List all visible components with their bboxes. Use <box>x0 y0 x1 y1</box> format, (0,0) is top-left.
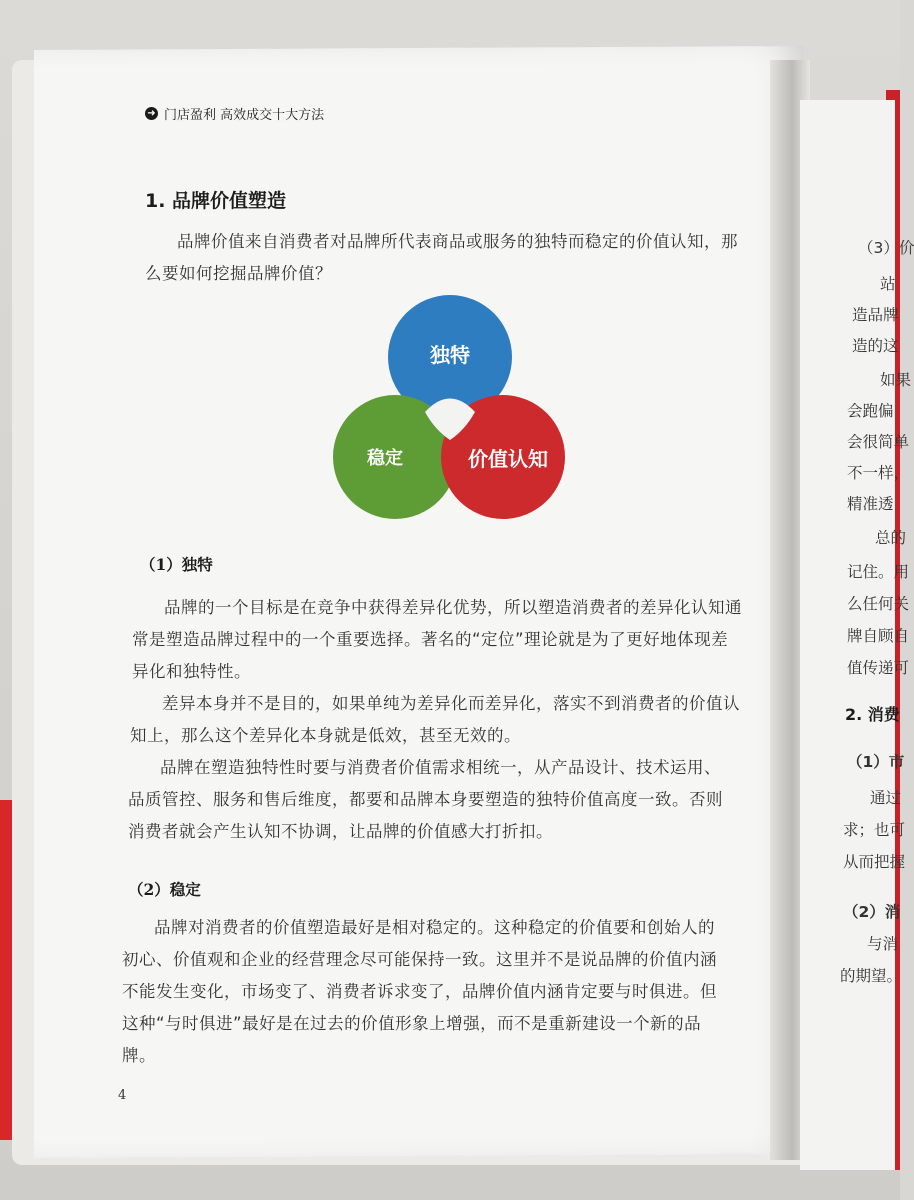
right-line: 造品牌 <box>852 306 899 324</box>
right-line: 从而把握 <box>843 853 906 871</box>
right-line: 如果 <box>880 371 912 389</box>
right-line: 精准透 <box>847 495 894 513</box>
right-line: 总的 <box>875 529 907 547</box>
right-line: 的期望。 <box>840 967 903 985</box>
right-line: 值传递可 <box>847 659 910 677</box>
subsection-title-unique: （1）独特 <box>140 555 213 574</box>
paragraph: 品牌对消费者的价值塑造最好是相对稳定的。这种稳定的价值要和创始人的初心、价值观和企业的经营理念尽可能保持一致。这里并不是说品牌的价值内涵不能发生变化，市场变了、消费者诉求变了，品牌价值内涵肯定要与时俱进。但这种“与时俱进”最好是在过去的价值形象上增强，而不是重新建设一个新的品牌。 <box>122 918 717 1065</box>
right-line: 不一样， <box>847 464 910 482</box>
right-line: 牌自顾自 <box>847 627 910 645</box>
right-line: （3）价 <box>858 239 914 257</box>
arrow-right-icon: ➜ <box>145 107 158 120</box>
running-header <box>145 104 324 123</box>
header-text: 门店盈利 高效成交十大方法 <box>164 108 325 123</box>
venn-label-right: 价值认知 <box>468 447 548 471</box>
paragraph: 品牌在塑造独特性时要与消费者价值需求相统一，从产品设计、技术运用、品质管控、服务和售后维度，都要和品牌本身要塑造的独特价值高度一致。否则消费者就会产生认知不协调，让品牌的价值感大打折扣。 <box>128 758 723 841</box>
venn-label-left: 稳定 <box>367 448 403 469</box>
right-line: 造的这 <box>852 337 899 355</box>
right-line: 站 <box>880 275 896 293</box>
right-line: （1）市 <box>847 753 905 771</box>
paragraph: 差异本身并不是目的，如果单纯为差异化而差异化，落实不到消费者的价值认知上，那么这个差异化本身就是低效，甚至无效的。 <box>130 694 740 745</box>
paragraph: 品牌的一个目标是在竞争中获得差异化优势，所以塑造消费者的差异化认知通常是塑造品牌过程中的一个重要选择。著名的“定位”理论就是为了更好地体现差异化和独特性。 <box>132 598 742 681</box>
intro-paragraph: 品牌价值来自消费者对品牌所代表商品或服务的独特而稳定的价值认知，那么要如何挖掘品牌价值？ <box>145 232 738 283</box>
right-heading: 2. 消费 <box>845 705 900 724</box>
subsection-title-stable: （2）稳定 <box>128 880 201 899</box>
right-line: 记住。用 <box>847 563 910 581</box>
right-line: 么任何关 <box>847 595 910 613</box>
right-line: 通过 <box>870 789 902 807</box>
right-line: 求；也可 <box>843 821 906 839</box>
section-title: 1. 品牌价值塑造 <box>145 190 287 212</box>
right-line: 会很简单 <box>847 433 910 451</box>
right-line: 会跑偏 <box>847 402 894 420</box>
page-number: 4 <box>118 1088 127 1103</box>
venn-label-top: 独特 <box>430 343 470 367</box>
venn-diagram <box>325 290 575 530</box>
right-line: 与消 <box>867 935 899 953</box>
right-line: （2）消 <box>843 903 901 921</box>
right-page <box>800 100 914 1170</box>
